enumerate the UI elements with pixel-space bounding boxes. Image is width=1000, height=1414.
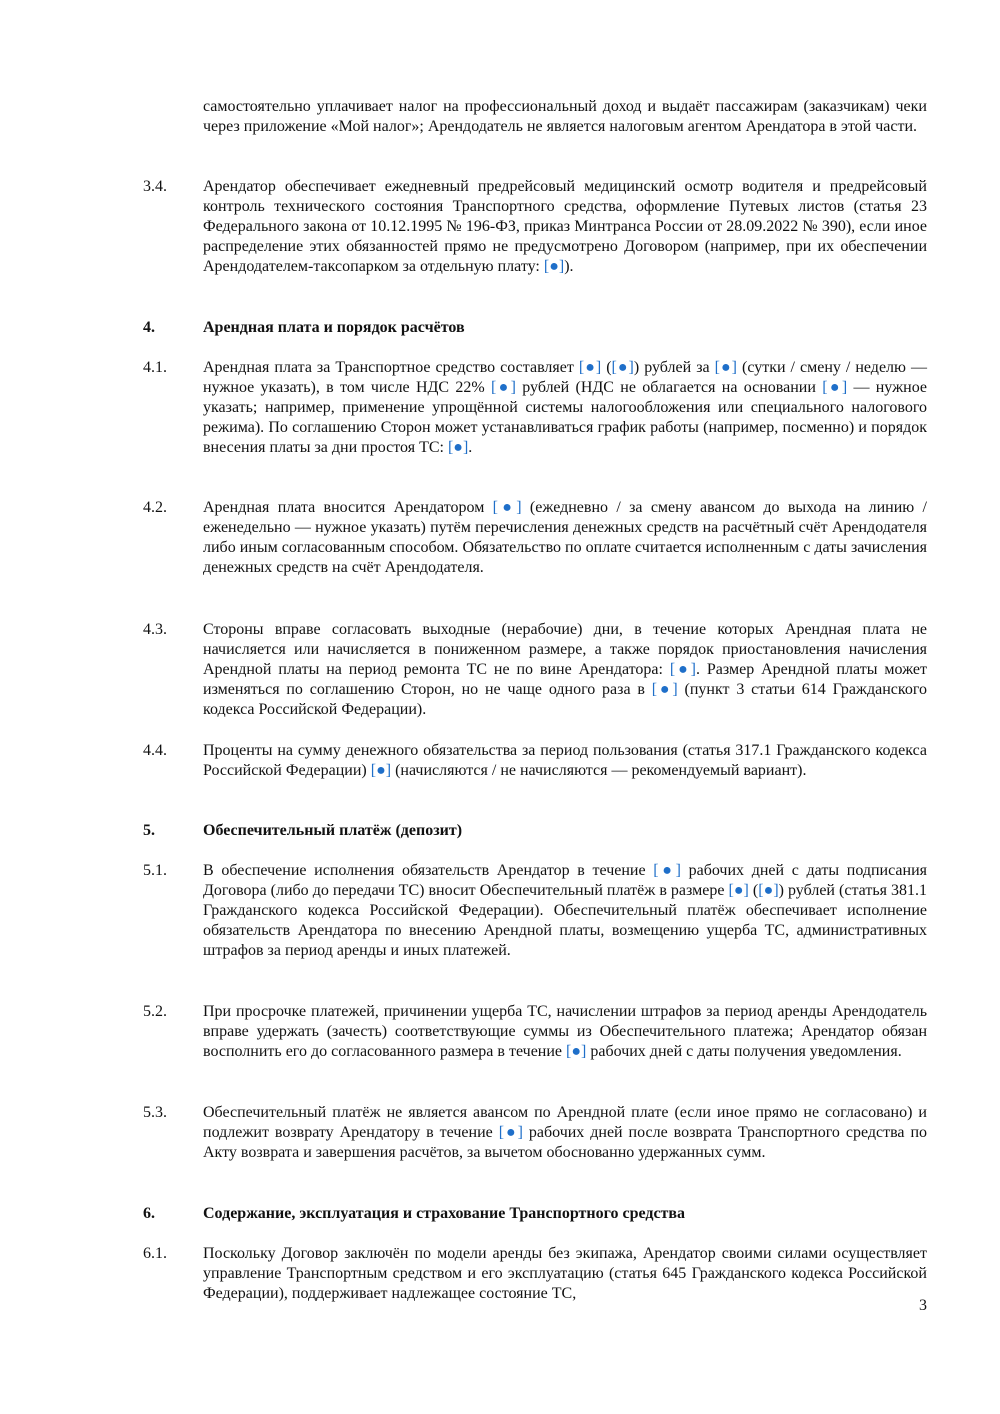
placeholder-marker: [●] (492, 499, 522, 516)
text-run: рублей (НДС не облагается на основании (515, 379, 823, 396)
placeholder-marker: [●] (578, 359, 602, 376)
text-run: . (468, 439, 473, 456)
placeholder-marker: [●] (758, 882, 779, 899)
text-run: Арендная плата и порядок расчётов (203, 319, 465, 336)
clause-text (203, 741, 927, 781)
text-run: В обеспечение исполнения обязательств Арендатор в течение (203, 862, 654, 879)
section-number: 5. (143, 822, 155, 839)
text-run: Арендная плата за Транспортное средство составляет (203, 359, 579, 376)
text-run: ) рублей (статья 381.1 Гражданского кодекса Российской Федерации). Обеспечительный платёж обеспечивает исполнение обязательств Арендатора по внесению Арендной платы, возмещению ущерба ТС, административных штрафов за период аренды и иных платежей. (203, 882, 928, 959)
section-title (203, 821, 927, 841)
clause-text (203, 861, 927, 961)
clause-number: 6.1. (143, 1245, 167, 1262)
clause-text (203, 1103, 927, 1163)
page-number: 3 (919, 1297, 927, 1314)
text-run: рабочих дней с даты получения уведомления. (586, 1043, 902, 1060)
text-run: ( (748, 882, 759, 899)
text-run: ). (564, 258, 574, 275)
placeholder-marker: [●] (653, 862, 681, 879)
placeholder-marker: [●] (447, 439, 469, 456)
text-run: При просрочке платежей, причинении ущерба ТС, начислении штрафов за период аренды Арендодатель вправе удержать (зачесть) соответствующие суммы из Обеспечительного платежа; Арендатор обязан восполнить его до согласованного размера в течение (203, 1003, 927, 1060)
placeholder-marker: [●] (491, 379, 516, 396)
clause-number: 4.3. (143, 621, 167, 638)
clause-number: 5.2. (143, 1003, 167, 1020)
clause-number: 4.1. (143, 359, 167, 376)
placeholder-marker: [●] (822, 379, 848, 396)
text-run: Проценты на сумму денежного обязательства за период пользования (статья 317.1 Гражданского кодекса Российской Федерации) (203, 742, 927, 779)
clause-text (203, 1244, 927, 1304)
text-run: ( (601, 359, 612, 376)
text-run: Обеспечительный платёж не является авансом по Арендной плате (если иное прямо не согласовано) и подлежит возврату Арендатору в течение (203, 1104, 927, 1141)
clause-number: 4.4. (143, 742, 167, 759)
paragraph-text (203, 97, 927, 137)
clause-text (203, 1002, 927, 1062)
section-number: 6. (143, 1205, 155, 1222)
placeholder-marker: [●] (611, 359, 634, 376)
placeholder-marker: [●] (651, 681, 678, 698)
clause-text (203, 177, 927, 277)
placeholder-marker: [●] (543, 258, 565, 275)
text-run: Обеспечительный платёж (депозит) (203, 822, 463, 839)
text-run: Поскольку Договор заключён по модели аренды без экипажа, Арендатор своими силами осуществляет управление Транспортным средством и его эксплуатацию (статья 645 Гражданского кодекса Российской Федерации), поддерживает надлежащее состояние ТС, (203, 1245, 927, 1302)
clause-number: 5.3. (143, 1104, 167, 1121)
placeholder-marker: [●] (714, 359, 737, 376)
section-number: 4. (143, 319, 155, 336)
placeholder-marker: [●] (566, 1043, 587, 1060)
text-run: рабочих дней после возврата Транспортного средства по Акту возврата и завершения расчётов, за вычетом обоснованно удержанных сумм. (203, 1124, 928, 1161)
text-run: самостоятельно уплачивает налог на профессиональный доход и выдаёт пассажирам (заказчикам) чеки через приложение «Мой налог»; Арендодатель не является налоговым агентом Арендатора в этой части. (203, 98, 927, 135)
section-title (203, 1204, 927, 1224)
section-title (203, 318, 927, 338)
text-run: ) рублей за (633, 359, 715, 376)
text-run: (начисляются / не начисляются — рекомендуемый вариант). (391, 762, 807, 779)
clause-number: 5.1. (143, 862, 167, 879)
text-run: рабочих дней с даты подписания Договора (либо до передачи ТС) вносит Обеспечительный платёж в размере (203, 862, 928, 899)
text-run: (ежедневно / за смену авансом до выхода на линию / еженедельно — нужное указать) путём перечисления денежных средств на расчётный счёт Арендодателя либо иным согласованным способом. Обязательство по оплате считается исполненным с даты зачисления денежных средств на счёт Арендодателя. (203, 499, 927, 576)
clause-number: 3.4. (143, 178, 167, 195)
clause-number: 4.2. (143, 499, 167, 516)
placeholder-marker: [●] (728, 882, 749, 899)
text-run: Содержание, эксплуатация и страхование Транспортного средства (203, 1205, 686, 1222)
placeholder-marker: [●] (370, 762, 392, 779)
text-run: Арендная плата вносится Арендатором (203, 499, 493, 516)
text-run: . Размер Арендной платы может изменяться по соглашению Сторон, но не чаще одного раза в (203, 661, 927, 698)
clause-text (203, 620, 927, 720)
clause-text (203, 358, 927, 458)
text-run: (пункт 3 статьи 614 Гражданского кодекса Российской Федерации). (203, 681, 928, 718)
placeholder-marker: [●] (669, 661, 696, 678)
text-run: (сутки / смену / неделю — нужное указать), в том числе НДС 22% (203, 359, 927, 396)
text-run: Арендатор обеспечивает ежедневный предрейсовый медицинский осмотр водителя и предрейсовый контроль технического состояния Транспортного средства, оформление Путевых листов (статья 23 Федерального закона от 10.12.1995 № 196-ФЗ, приказ Минтранса России от 28.09.2022 № 390), если иное распределение этих обязанностей прямо не предусмотрено Договором (например, при их обеспечении Арендодателем-таксопарком за отдельную плату: (203, 178, 927, 275)
clause-text (203, 498, 927, 578)
text-run: — нужное указать; например, применение упрощённой системы налогообложения или специального налогового режима). По соглашению Сторон может устанавливаться график работы (например, посменно) и порядок внесения платы за дни простоя ТС: (203, 379, 928, 456)
placeholder-marker: [●] (498, 1124, 523, 1141)
text-run: Стороны вправе согласовать выходные (нерабочие) дни, в течение которых Арендная плата не начисляется или начисляется в пониженном размере, а также порядок приостановления начисления Арендной платы на период ремонта ТС не по вине Арендатора: (203, 621, 927, 678)
